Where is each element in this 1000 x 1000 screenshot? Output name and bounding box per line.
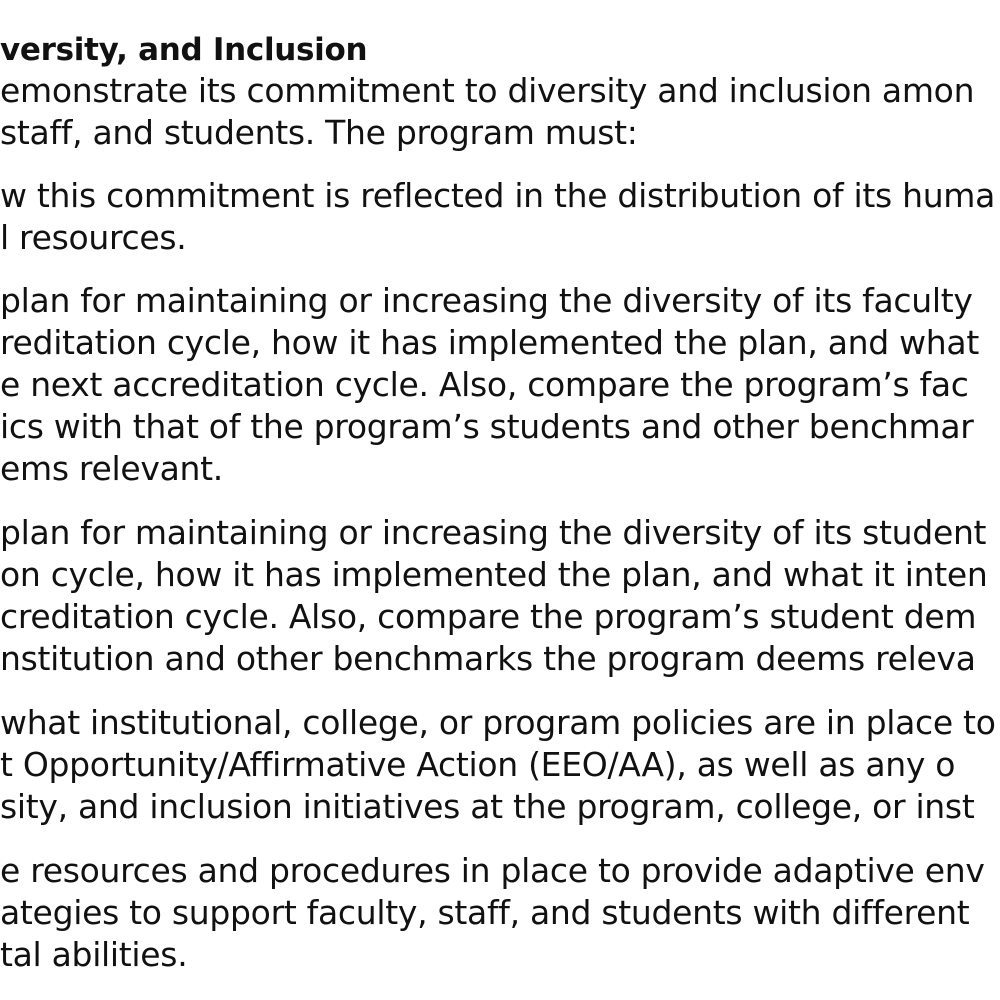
list-item-line: nstitution and other benchmarks the program deems releva (0, 639, 976, 678)
intro-line: staff, and students. The program must: (0, 113, 638, 152)
list-item-line: creditation cycle. Also, compare the program’s student dem (0, 597, 977, 636)
list-item-line: plan for maintaining or increasing the diversity of its student (0, 513, 987, 552)
list-item-line: on cycle, how it has implemented the plan, and what it inten (0, 555, 988, 594)
list-item-line: ems relevant. (0, 449, 223, 488)
list-item-line: w this commitment is reflected in the distribution of its huma (0, 176, 996, 215)
section-heading: versity, and Inclusion (0, 32, 368, 68)
list-item-line: t Opportunity/Affirmative Action (EEO/AA), as well as any o (0, 745, 956, 784)
list-item-line: e resources and procedures in place to provide adaptive env (0, 851, 985, 890)
list-item-line: ategies to support faculty, staff, and students with different (0, 893, 970, 932)
intro-line: emonstrate its commitment to diversity and inclusion amon (0, 71, 975, 110)
list-item-line: ics with that of the program’s students and other benchmar (0, 407, 974, 446)
list-item-line: tal abilities. (0, 935, 188, 974)
list-item-line: l resources. (0, 218, 187, 257)
list-item-line: e next accreditation cycle. Also, compare the program’s fac (0, 365, 969, 404)
list-item-line: reditation cycle, how it has implemented the plan, and what (0, 323, 979, 362)
list-item-line: plan for maintaining or increasing the diversity of its faculty (0, 281, 973, 320)
list-item-line: what institutional, college, or program policies are in place to (0, 703, 996, 742)
list-item-line: sity, and inclusion initiatives at the program, college, or inst (0, 787, 975, 826)
